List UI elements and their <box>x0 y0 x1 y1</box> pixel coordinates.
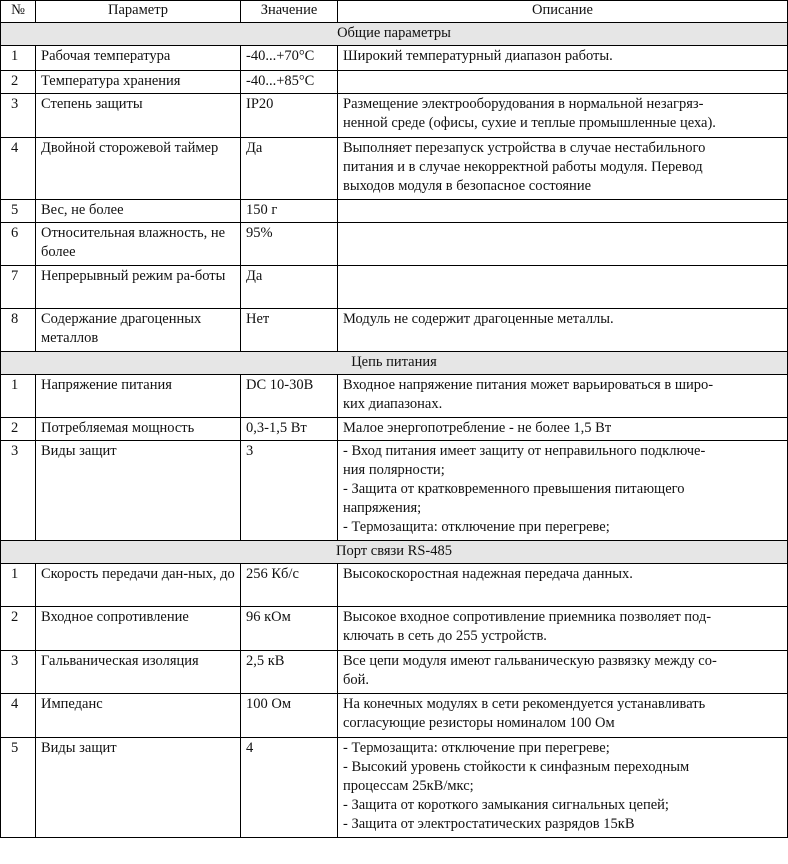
row-parameter: Содержание драгоценных металлов <box>36 309 241 352</box>
row-description <box>338 94 788 138</box>
row-parameter: Вес, не более <box>36 200 241 223</box>
row-value: DC 10-30В <box>241 375 338 418</box>
section-header-row <box>1 541 788 564</box>
row-parameter: Степень защиты <box>36 94 241 138</box>
row-parameter: Рабочая температура <box>36 46 241 71</box>
description-line: - Защита от короткого замыкания сигнальных цепей; <box>343 797 669 813</box>
table-row <box>1 564 788 607</box>
row-value: -40...+70°C <box>241 46 338 71</box>
row-description <box>338 375 788 418</box>
row-parameter: Импеданс <box>36 694 241 738</box>
description-line: согласующие резисторы номиналом 100 Ом <box>343 715 615 731</box>
row-parameter: Входное сопротивление <box>36 607 241 651</box>
row-value: 4 <box>241 738 338 838</box>
table-row <box>1 651 788 694</box>
row-value: IP20 <box>241 94 338 138</box>
row-description <box>338 607 788 651</box>
section-title: Порт связи RS-485 <box>1 541 788 564</box>
row-number: 5 <box>1 200 36 223</box>
table-row <box>1 200 788 223</box>
description-line: Модуль не содержит драгоценные металлы. <box>343 311 614 327</box>
table-row <box>1 418 788 441</box>
description-line: выходов модуля в безопасное состояние <box>343 178 592 194</box>
table-row <box>1 441 788 541</box>
row-value: 95% <box>241 223 338 266</box>
section-title: Цепь питания <box>1 352 788 375</box>
table-row <box>1 71 788 94</box>
row-number: 4 <box>1 694 36 738</box>
description-line: - Защита от кратковременного превышения питающего <box>343 481 685 497</box>
row-parameter: Виды защит <box>36 441 241 541</box>
row-description <box>338 200 788 223</box>
header-value: Значение <box>241 1 338 23</box>
row-description <box>338 738 788 838</box>
row-number: 2 <box>1 607 36 651</box>
row-description <box>338 266 788 309</box>
table-row <box>1 309 788 352</box>
row-value: Да <box>241 138 338 200</box>
table-row <box>1 46 788 71</box>
description-line: Выполняет перезапуск устройства в случае нестабильного <box>343 140 706 156</box>
description-line: - Защита от электростатических разрядов 15кВ <box>343 816 635 832</box>
description-line: питания и в случае некорректной работы модуля. Перевод <box>343 159 703 175</box>
row-description <box>338 71 788 94</box>
table-row <box>1 223 788 266</box>
description-line: Входное напряжение питания может варьироваться в широ- <box>343 377 714 393</box>
row-number: 2 <box>1 71 36 94</box>
description-line: ких диапазонах. <box>343 396 443 412</box>
row-value: 0,3-1,5 Вт <box>241 418 338 441</box>
description-line: Высокое входное сопротивление приемника позволяет под- <box>343 609 712 625</box>
description-line: Все цепи модуля имеют гальваническую развязку между со- <box>343 653 717 669</box>
row-number: 1 <box>1 564 36 607</box>
description-line: напряжения; <box>343 500 422 516</box>
description-line: Размещение электрооборудования в нормальной незагряз- <box>343 96 704 112</box>
row-value: 96 кОм <box>241 607 338 651</box>
description-line: Высокоскоростная надежная передача данных. <box>343 566 633 582</box>
row-parameter: Непрерывный режим ра-боты <box>36 266 241 309</box>
table-row <box>1 607 788 651</box>
description-line: - Термозащита: отключение при перегреве; <box>343 740 610 756</box>
description-line: процессам 25кВ/мкс; <box>343 778 474 794</box>
row-value: 2,5 кВ <box>241 651 338 694</box>
row-value: 100 Ом <box>241 694 338 738</box>
section-header-row <box>1 352 788 375</box>
row-value: 3 <box>241 441 338 541</box>
table-row <box>1 266 788 309</box>
row-number: 1 <box>1 375 36 418</box>
row-number: 2 <box>1 418 36 441</box>
row-number: 8 <box>1 309 36 352</box>
description-line: - Вход питания имеет защиту от неправильного подключе- <box>343 443 706 459</box>
row-parameter: Гальваническая изоляция <box>36 651 241 694</box>
table-header <box>1 1 788 23</box>
row-number: 3 <box>1 94 36 138</box>
row-description <box>338 441 788 541</box>
row-parameter: Температура хранения <box>36 71 241 94</box>
table-row <box>1 694 788 738</box>
row-number: 4 <box>1 138 36 200</box>
row-value: 256 Кб/с <box>241 564 338 607</box>
header-parameter: Параметр <box>36 1 241 23</box>
table-row <box>1 138 788 200</box>
header-number: № <box>1 1 36 23</box>
row-number: 6 <box>1 223 36 266</box>
table-row <box>1 94 788 138</box>
description-line: - Высокий уровень стойкости к синфазным переходным <box>343 759 690 775</box>
section-title: Общие параметры <box>1 23 788 46</box>
row-description <box>338 223 788 266</box>
description-line: ненной среде (офисы, сухие и теплые промышленные цеха). <box>343 115 716 131</box>
description-line: На конечных модулях в сети рекомендуется устанавливать <box>343 696 706 712</box>
row-parameter: Относительная влажность, не более <box>36 223 241 266</box>
row-number: 7 <box>1 266 36 309</box>
row-description <box>338 651 788 694</box>
row-description <box>338 564 788 607</box>
row-parameter: Напряжение питания <box>36 375 241 418</box>
row-value: 150 г <box>241 200 338 223</box>
header-description: Описание <box>338 1 788 23</box>
description-line: ния полярности; <box>343 462 445 478</box>
description-line: Широкий температурный диапазон работы. <box>343 48 613 64</box>
table-row <box>1 738 788 838</box>
table-row <box>1 375 788 418</box>
row-number: 5 <box>1 738 36 838</box>
description-line: ключать в сеть до 255 устройств. <box>343 628 547 644</box>
table-body <box>1 23 788 838</box>
description-line: Малое энергопотребление - не более 1,5 Вт <box>343 420 612 436</box>
row-value: Да <box>241 266 338 309</box>
row-number: 3 <box>1 651 36 694</box>
row-number: 1 <box>1 46 36 71</box>
row-parameter: Двойной сторожевой таймер <box>36 138 241 200</box>
row-description <box>338 138 788 200</box>
row-parameter: Потребляемая мощность <box>36 418 241 441</box>
row-parameter: Скорость передачи дан-ных, до <box>36 564 241 607</box>
row-description <box>338 694 788 738</box>
row-value: -40...+85°C <box>241 71 338 94</box>
section-header-row <box>1 23 788 46</box>
row-description <box>338 309 788 352</box>
row-value: Нет <box>241 309 338 352</box>
row-parameter: Виды защит <box>36 738 241 838</box>
row-description <box>338 418 788 441</box>
header-row <box>1 1 788 23</box>
description-line: бой. <box>343 672 370 688</box>
description-line: - Термозащита: отключение при перегреве; <box>343 519 610 535</box>
row-number: 3 <box>1 441 36 541</box>
row-description <box>338 46 788 71</box>
